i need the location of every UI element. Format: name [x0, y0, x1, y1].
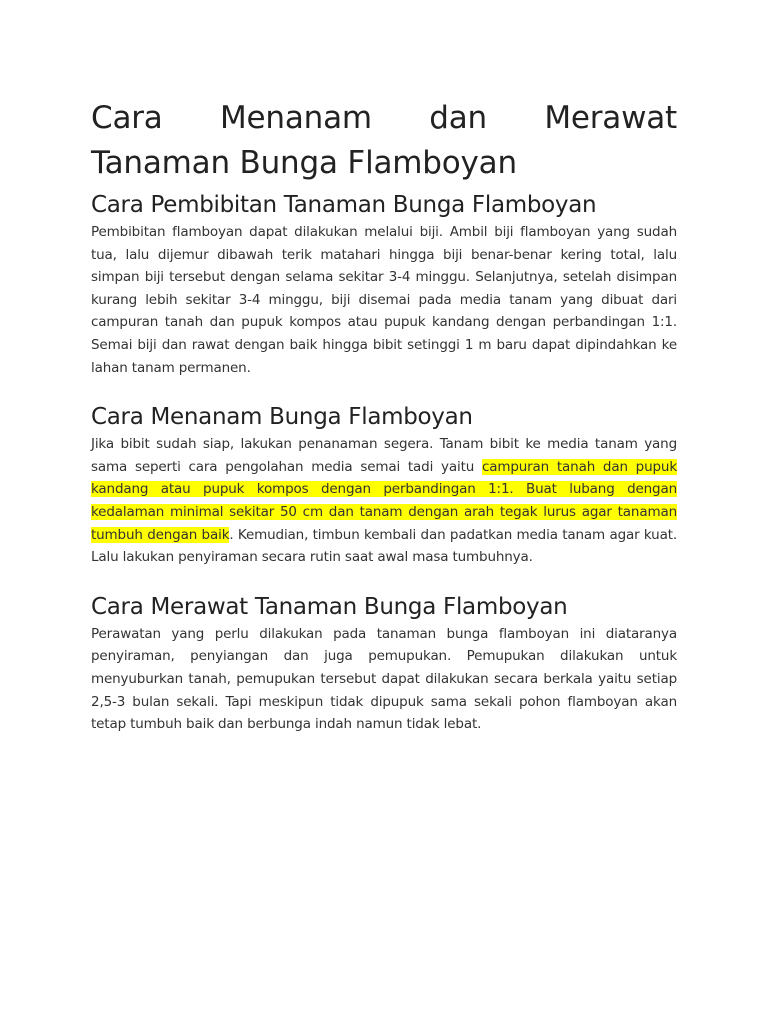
paragraph-pembibitan: Pembibitan flamboyan dapat dilakukan melalui biji. Ambil biji flamboyan yang sudah tua, lalu dijemur dibawah terik matahari hingga biji benar-benar kering total, lalu simpan biji tersebut dengan selama sekitar 3-4 minggu. Selanjutnya, setelah disimpan kurang lebih sekitar 3-4 minggu, biji disemai pada media tanam yang dibuat dari campuran tanah dan pupuk kompos atau pupuk kandang dengan perbandingan 1:1. Semai biji dan rawat dengan baik hingga bibit setinggi 1 m baru dapat dipindahkan ke lahan tanam permanen. — [91, 224, 677, 376]
section-menanam — [91, 401, 677, 569]
paragraph-menanam-text-after: . Kemudian, timbun kembali dan padatkan media tanam agar kuat. Lalu lakukan penyiraman secara rutin saat awal masa tumbuhnya. — [91, 526, 677, 566]
highlighted-text: campuran tanah dan pupuk kandang atau pupuk kompos dengan perbandingan 1:1. Buat lubang dengan kedalaman minimal sekitar 50 cm dan tanam dengan arah tegak lurus agar tanaman tumbuh dengan baik — [91, 458, 677, 543]
document-page — [91, 96, 677, 736]
document-title: Cara Menanam dan Merawat Tanaman Bunga Flamboyan — [91, 100, 677, 181]
section-heading-pembibitan: Cara Pembibitan Tanaman Bunga Flamboyan — [91, 192, 597, 218]
paragraph-menanam — [91, 433, 677, 569]
section-pembibitan — [91, 189, 677, 379]
section-heading-menanam: Cara Menanam Bunga Flamboyan — [91, 404, 473, 431]
paragraph-merawat: Perawatan yang perlu dilakukan pada tanaman bunga flamboyan ini diataranya penyiraman, penyiangan dan juga pemupukan. Pemupukan dilakukan untuk menyuburkan tanah, pemupukan tersebut dapat dilakukan secara berkala yaitu setiap 2,5-3 bulan sekali. Tapi meskipun tidak dipupuk sama sekali pohon flamboyan akan tetap tumbuh baik dan berbunga indah namun tidak lebat. — [91, 625, 677, 733]
section-heading-merawat: Cara Merawat Tanaman Bunga Flamboyan — [91, 593, 568, 620]
paragraph-menanam-text-before: Jika bibit sudah siap, lakukan penanaman segera. Tanam bibit ke media tanam yang sama seperti cara pengolahan media semai tadi yaitu — [91, 436, 677, 475]
section-merawat — [91, 591, 677, 736]
